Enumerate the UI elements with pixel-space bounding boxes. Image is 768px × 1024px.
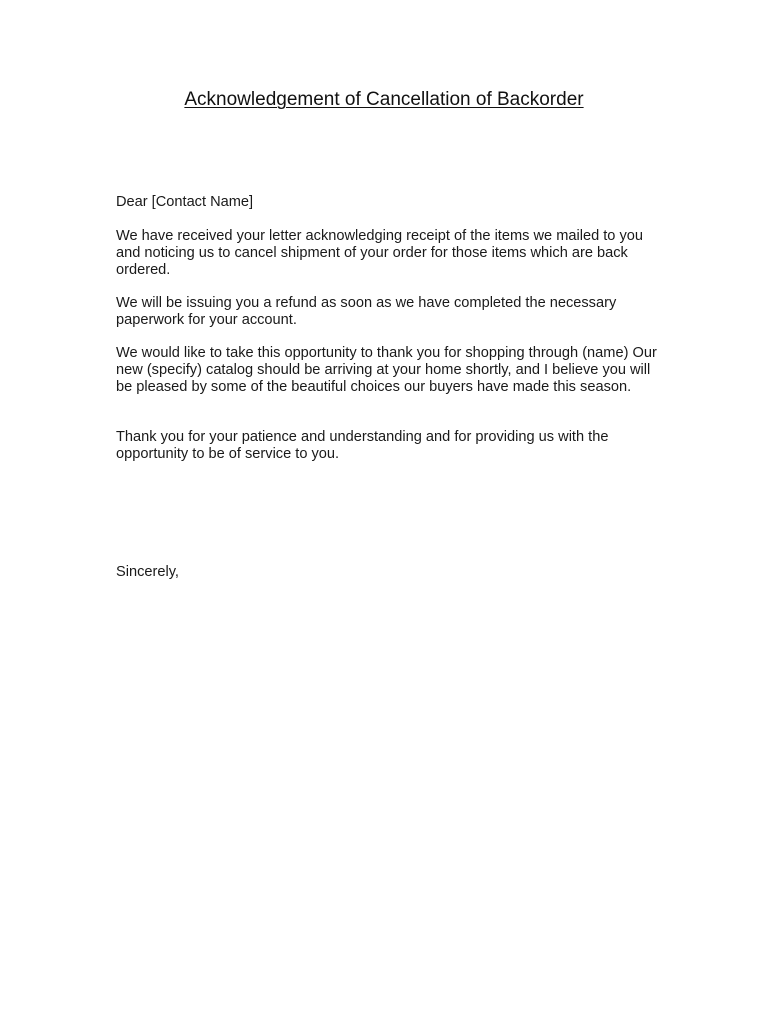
- letter-paragraph-received: We have received your letter acknowledging receipt of the items we mailed to you and noticing us to cancel shipment of your order for those items which are back ordered.: [116, 228, 643, 278]
- letter-title: Acknowledgement of Cancellation of Backorder: [184, 89, 584, 110]
- letter-paragraph-refund: We will be issuing you a refund as soon as we have completed the necessary paperwork for your account.: [116, 295, 617, 328]
- letter-paragraph-catalog: We would like to take this opportunity to thank you for shopping through (name) Our new (specify) catalog should be arriving at your home shortly, and I believe you will be pleased by some of the beautiful choices our buyers have made this season.: [116, 345, 657, 395]
- letter-closing: Sincerely,: [116, 564, 179, 580]
- letter-salutation: Dear [Contact Name]: [116, 194, 254, 210]
- letter-paragraph-thanks: Thank you for your patience and understanding and for providing us with the opportunity to be of service to you.: [116, 429, 609, 462]
